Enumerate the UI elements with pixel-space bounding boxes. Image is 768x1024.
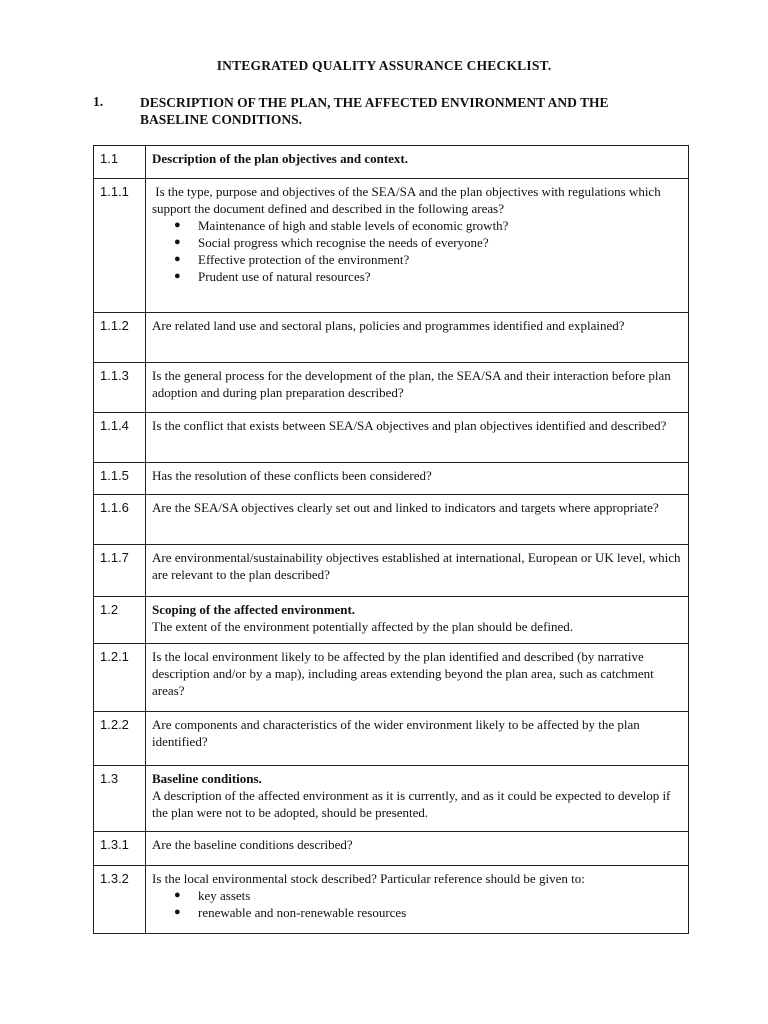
table-row bbox=[94, 545, 689, 597]
table-row bbox=[94, 766, 689, 832]
list-item: ● key assets bbox=[174, 887, 682, 904]
item-cell bbox=[146, 179, 689, 313]
item-cell bbox=[146, 866, 689, 934]
item-number: 1.1.7 bbox=[94, 545, 146, 597]
item-cell bbox=[146, 413, 689, 463]
item-cell bbox=[146, 832, 689, 866]
item-number: 1.1.6 bbox=[94, 495, 146, 545]
item-number: 1.1.4 bbox=[94, 413, 146, 463]
item-cell bbox=[146, 495, 689, 545]
item-number: 1.1.2 bbox=[94, 313, 146, 363]
list-item: ● Maintenance of high and stable levels of economic growth? bbox=[174, 217, 682, 234]
bullet-list bbox=[152, 217, 682, 285]
item-description: The extent of the environment potentially affected by the plan should be defined. bbox=[152, 619, 574, 634]
item-number: 1.3 bbox=[94, 766, 146, 832]
table-row bbox=[94, 363, 689, 413]
list-item: ● Social progress which recognise the needs of everyone? bbox=[174, 234, 682, 251]
item-number: 1.1.3 bbox=[94, 363, 146, 413]
item-number: 1.2 bbox=[94, 597, 146, 644]
item-question: Is the type, purpose and objectives of the SEA/SA and the plan objectives with regulations which support the document defined and described in the following areas? bbox=[152, 184, 664, 216]
item-heading: Scoping of the affected environment. bbox=[152, 602, 356, 617]
item-number: 1.2.1 bbox=[94, 644, 146, 712]
item-cell bbox=[146, 644, 689, 712]
item-cell bbox=[146, 597, 689, 644]
list-item: ● Effective protection of the environment? bbox=[174, 251, 682, 268]
item-number: 1.2.2 bbox=[94, 712, 146, 766]
table-row bbox=[94, 712, 689, 766]
item-question: Are the SEA/SA objectives clearly set out and linked to indicators and targets where appropriate? bbox=[152, 500, 659, 515]
item-question: Are the baseline conditions described? bbox=[152, 837, 353, 852]
table-row bbox=[94, 146, 689, 179]
item-number: 1.1.1 bbox=[94, 179, 146, 313]
item-cell bbox=[146, 363, 689, 413]
item-number: 1.3.2 bbox=[94, 866, 146, 934]
item-heading: Baseline conditions. bbox=[152, 771, 262, 786]
item-question: Are related land use and sectoral plans, policies and programmes identified and explained? bbox=[152, 318, 625, 333]
item-number: 1.1 bbox=[94, 146, 146, 179]
table-row bbox=[94, 597, 689, 644]
item-cell bbox=[146, 545, 689, 597]
bullet-list bbox=[152, 887, 682, 921]
item-heading: Description of the plan objectives and context. bbox=[152, 151, 409, 166]
item-number: 1.3.1 bbox=[94, 832, 146, 866]
section-title: DESCRIPTION OF THE PLAN, THE AFFECTED ENVIRONMENT AND THE BASELINE CONDITIONS. bbox=[140, 95, 609, 127]
section-number: 1. bbox=[93, 94, 104, 109]
table-row bbox=[94, 463, 689, 495]
item-cell bbox=[146, 712, 689, 766]
item-question: Are environmental/sustainability objectives established at international, European or UK level, which are relevant to the plan described? bbox=[152, 550, 681, 582]
table-row bbox=[94, 866, 689, 934]
document-title: INTEGRATED QUALITY ASSURANCE CHECKLIST. bbox=[216, 58, 552, 73]
list-item: ● renewable and non-renewable resources bbox=[174, 904, 682, 921]
item-description: A description of the affected environment as it is currently, and as it could be expected to develop if the plan were not to be adopted, should be presented. bbox=[152, 788, 671, 820]
checklist-table bbox=[93, 145, 689, 934]
item-cell bbox=[146, 313, 689, 363]
item-question: Is the local environment likely to be affected by the plan identified and described (by narrative description and/or by a map), including areas extending beyond the plan area, such as catchment areas? bbox=[152, 649, 654, 698]
item-question: Is the local environmental stock described? Particular reference should be given to: bbox=[152, 871, 585, 886]
item-cell bbox=[146, 463, 689, 495]
item-cell bbox=[146, 146, 689, 179]
list-item: ● Prudent use of natural resources? bbox=[174, 268, 682, 285]
item-cell bbox=[146, 766, 689, 832]
item-question: Is the conflict that exists between SEA/SA objectives and plan objectives identified and described? bbox=[152, 418, 667, 433]
table-row bbox=[94, 413, 689, 463]
item-number: 1.1.5 bbox=[94, 463, 146, 495]
table-row bbox=[94, 644, 689, 712]
table-row bbox=[94, 495, 689, 545]
item-question: Are components and characteristics of the wider environment likely to be affected by the plan identified? bbox=[152, 717, 640, 749]
table-row bbox=[94, 179, 689, 313]
table-row bbox=[94, 313, 689, 363]
item-question: Is the general process for the development of the plan, the SEA/SA and their interaction before plan adoption and during plan preparation described? bbox=[152, 368, 671, 400]
item-question: Has the resolution of these conflicts been considered? bbox=[152, 468, 432, 483]
table-row bbox=[94, 832, 689, 866]
